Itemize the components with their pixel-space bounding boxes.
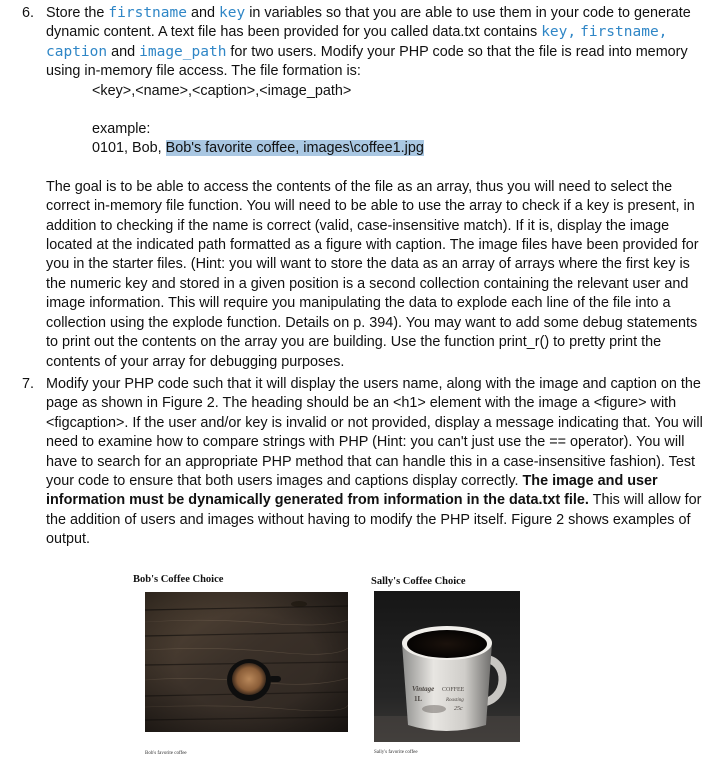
item7-bold-note: The image and user information must be dynamically generated from information in the data.txt file. — [46, 473, 658, 509]
mug-print-roasting: Roasting — [446, 698, 464, 703]
list-item-7 — [22, 375, 712, 550]
figure-caption: Bob's favorite coffee — [145, 751, 187, 756]
code-caption: caption — [46, 43, 108, 60]
figure-title: Sally's Coffee Choice — [371, 576, 466, 587]
coffee-table-photo — [145, 592, 348, 732]
figure-sally — [371, 568, 531, 766]
coffee-mug-photo — [374, 591, 520, 742]
item7-paragraph: Modify your PHP code such that it will display the users name, along with the image and caption on the page as shown in Figure 2. The heading should be an <h1> element with the image a <figure> with <figcaption>. If the user and/or key is invalid or not provided, display a message indicating that. You will need to examine how to compare strings with PHP (Hint: you can't just use the == operator). You will have to search for an appropriate PHP method that can handle this in a case-insensitive fashion). Test your code to ensure that both users images and captions display correctly. The image and user information must be dynamically generated from information in the data.txt file. This will allow for the addition of users and images without having to modify the PHP itself. Figure 2 shows examples of output. — [46, 376, 703, 548]
item-number: 7. — [22, 376, 35, 392]
mug-print-vintage: Vintage — [412, 685, 435, 693]
mug-print-coffee: COFFEE — [442, 687, 465, 693]
goal-paragraph: The goal is to be able to access the contents of the file as an array, thus you will need to select the correct in-memory file function. You will need to be able to use the array to check if a key is present, in addition to checking if the name is correct (valid, case-insensitive match). If it is, display the image located at the indicated path formatted as a figure with caption. The image files have been provided for you in the starter files. (Hint: you will want to store the data as an array of arrays where the first key is the numeric key and stored in a given position is a second collection containing the relevant user and image information. This will require you manipulating the data to explode each line of the file into a collection using the explode function. Details on p. 394). You may want to add some debug statements to print out the contents on the array you are building. Use the function print_r() to pretty print the contents of your array for debugging purposes. — [46, 178, 699, 370]
list-item-6 — [22, 4, 712, 372]
code-key: key — [219, 5, 246, 21]
mug-print-price: 25c — [454, 706, 463, 712]
code-image-path: image_path — [139, 43, 227, 60]
figure-title: Bob's Coffee Choice — [133, 574, 224, 585]
code-firstname: firstname, — [580, 24, 668, 41]
example-line: 0101, Bob, Bob's favorite coffee, images\coffee1.jpg — [92, 140, 424, 157]
code-firstname: firstname — [108, 5, 187, 21]
figure-bob — [133, 566, 348, 766]
example-highlight: Bob's favorite coffee, images\coffee1.jpg — [165, 140, 424, 157]
mug-print-1l: 1L — [414, 695, 423, 703]
item6-intro: Store the firstname and key in variables so that you are able to use them in your code to generate dynamic content. A text file has been provided for you called data.txt contains key, firstname, caption and image_path for two users. Modify your PHP code so that the file is read into memory using in-memory file access. The file formation is: — [46, 5, 691, 80]
code-key: key, — [541, 24, 577, 41]
item-number: 6. — [22, 5, 35, 21]
example-label: example: — [92, 121, 151, 138]
figure-caption: Sally's favorite coffee — [374, 750, 418, 755]
format-line: <key>,<name>,<caption>,<image_path> — [92, 82, 352, 99]
